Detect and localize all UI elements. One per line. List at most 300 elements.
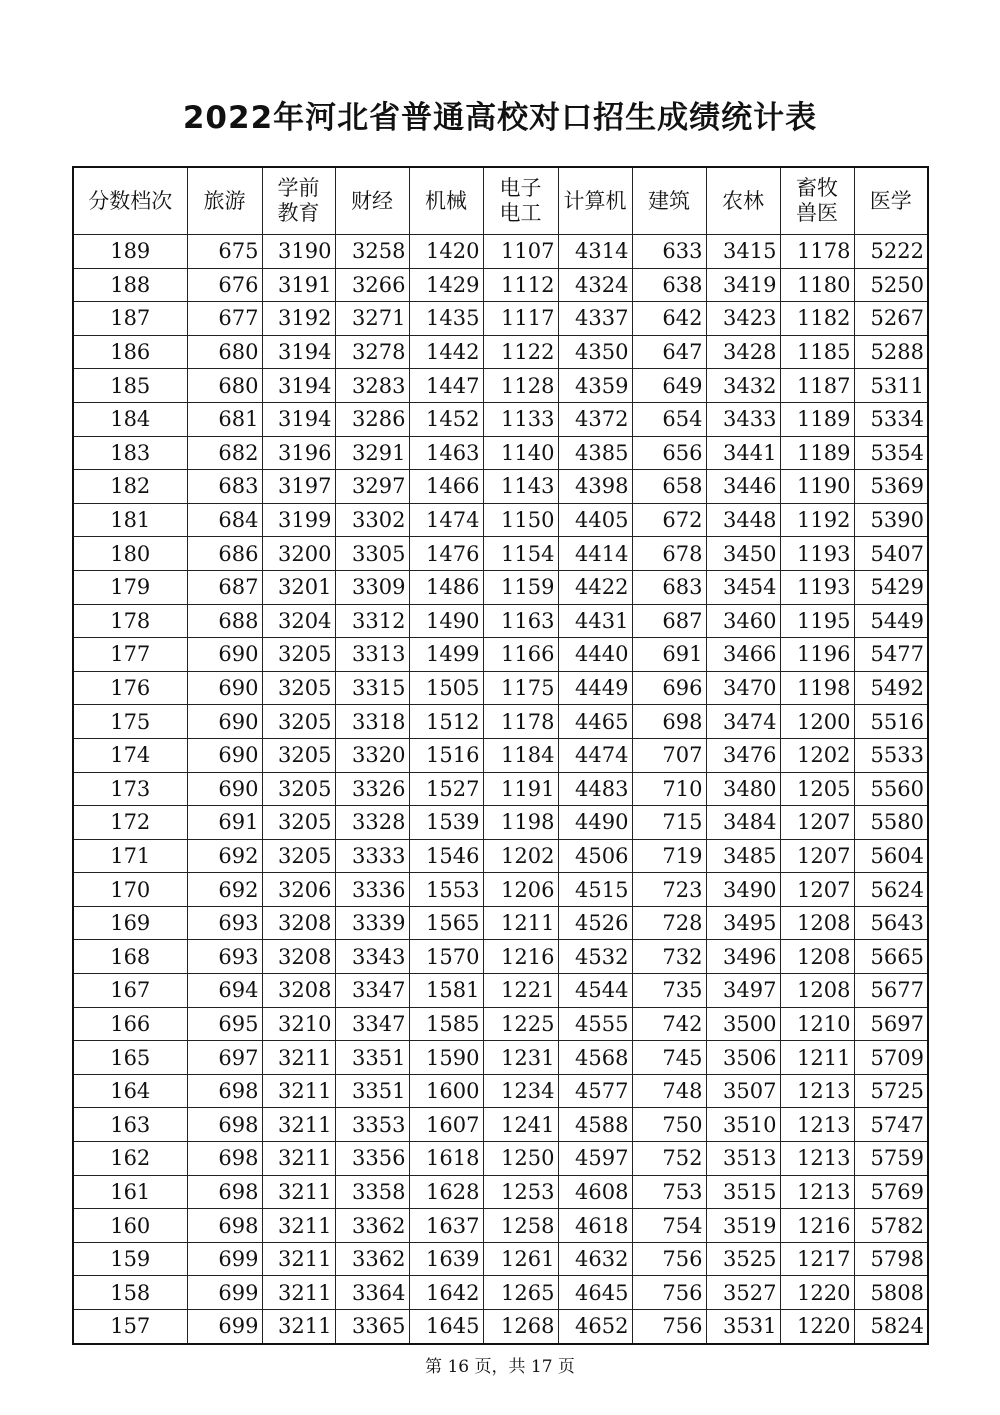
score-level-cell: 170 xyxy=(73,873,187,907)
count-cell: 694 xyxy=(187,974,262,1008)
count-cell: 3194 xyxy=(262,369,335,403)
count-cell: 1512 xyxy=(409,705,483,739)
count-cell: 4372 xyxy=(558,402,632,436)
count-cell: 4350 xyxy=(558,335,632,369)
count-cell: 4618 xyxy=(558,1209,632,1243)
page-title: 2022年河北省普通高校对口招生成绩统计表 xyxy=(182,100,818,136)
count-cell: 680 xyxy=(187,335,262,369)
count-cell: 1429 xyxy=(409,268,483,302)
count-cell: 3328 xyxy=(335,806,409,840)
count-cell: 3343 xyxy=(335,940,409,974)
count-cell: 3446 xyxy=(706,470,780,504)
column-header: 旅游 xyxy=(187,167,262,235)
count-cell: 699 xyxy=(187,1242,262,1276)
table-row xyxy=(73,738,928,772)
table-row xyxy=(73,268,928,302)
count-cell: 3211 xyxy=(262,1142,335,1176)
count-cell: 1442 xyxy=(409,335,483,369)
count-cell: 707 xyxy=(632,738,706,772)
count-cell: 3450 xyxy=(706,537,780,571)
count-cell: 695 xyxy=(187,1007,262,1041)
count-cell: 698 xyxy=(632,705,706,739)
count-cell: 1490 xyxy=(409,604,483,638)
count-cell: 697 xyxy=(187,1041,262,1075)
count-cell: 3415 xyxy=(706,235,780,269)
count-cell: 1182 xyxy=(780,302,854,336)
count-cell: 3353 xyxy=(335,1108,409,1142)
count-cell: 4431 xyxy=(558,604,632,638)
count-cell: 3336 xyxy=(335,873,409,907)
count-cell: 1618 xyxy=(409,1142,483,1176)
count-cell: 3266 xyxy=(335,268,409,302)
count-cell: 1210 xyxy=(780,1007,854,1041)
count-cell: 1175 xyxy=(483,671,558,705)
score-level-cell: 171 xyxy=(73,839,187,873)
count-cell: 3211 xyxy=(262,1175,335,1209)
count-cell: 3320 xyxy=(335,738,409,772)
count-cell: 3525 xyxy=(706,1242,780,1276)
count-cell: 680 xyxy=(187,369,262,403)
score-level-cell: 186 xyxy=(73,335,187,369)
count-cell: 5665 xyxy=(854,940,928,974)
count-cell: 1205 xyxy=(780,772,854,806)
table-row xyxy=(73,1209,928,1243)
count-cell: 3297 xyxy=(335,470,409,504)
count-cell: 3362 xyxy=(335,1209,409,1243)
count-cell: 5624 xyxy=(854,873,928,907)
count-cell: 5798 xyxy=(854,1242,928,1276)
count-cell: 3302 xyxy=(335,503,409,537)
score-level-cell: 162 xyxy=(73,1142,187,1176)
count-cell: 699 xyxy=(187,1276,262,1310)
count-cell: 3513 xyxy=(706,1142,780,1176)
count-cell: 3460 xyxy=(706,604,780,638)
score-level-cell: 185 xyxy=(73,369,187,403)
score-level-cell: 175 xyxy=(73,705,187,739)
count-cell: 5604 xyxy=(854,839,928,873)
count-cell: 1217 xyxy=(780,1242,854,1276)
count-cell: 1452 xyxy=(409,402,483,436)
table-row xyxy=(73,1108,928,1142)
count-cell: 1192 xyxy=(780,503,854,537)
count-cell: 1128 xyxy=(483,369,558,403)
table-row xyxy=(73,436,928,470)
count-cell: 5677 xyxy=(854,974,928,1008)
count-cell: 686 xyxy=(187,537,262,571)
count-cell: 1231 xyxy=(483,1041,558,1075)
count-cell: 5533 xyxy=(854,738,928,772)
count-cell: 756 xyxy=(632,1276,706,1310)
count-cell: 4608 xyxy=(558,1175,632,1209)
count-cell: 3205 xyxy=(262,705,335,739)
count-cell: 649 xyxy=(632,369,706,403)
count-cell: 1216 xyxy=(780,1209,854,1243)
count-cell: 4526 xyxy=(558,906,632,940)
column-header: 建筑 xyxy=(632,167,706,235)
count-cell: 5709 xyxy=(854,1041,928,1075)
count-cell: 1213 xyxy=(780,1175,854,1209)
count-cell: 3208 xyxy=(262,974,335,1008)
table-row xyxy=(73,402,928,436)
count-cell: 1590 xyxy=(409,1041,483,1075)
count-cell: 3515 xyxy=(706,1175,780,1209)
count-cell: 4544 xyxy=(558,974,632,1008)
count-cell: 3507 xyxy=(706,1074,780,1108)
count-cell: 1265 xyxy=(483,1276,558,1310)
count-cell: 732 xyxy=(632,940,706,974)
table-row xyxy=(73,470,928,504)
count-cell: 1213 xyxy=(780,1108,854,1142)
count-cell: 3194 xyxy=(262,335,335,369)
count-cell: 3531 xyxy=(706,1310,780,1344)
count-cell: 1187 xyxy=(780,369,854,403)
column-header: 学前 教育 xyxy=(262,167,335,235)
count-cell: 5449 xyxy=(854,604,928,638)
page-footer: 第 16 页，共 17 页 xyxy=(425,1357,575,1377)
count-cell: 656 xyxy=(632,436,706,470)
count-cell: 1628 xyxy=(409,1175,483,1209)
score-level-cell: 165 xyxy=(73,1041,187,1075)
count-cell: 3205 xyxy=(262,638,335,672)
count-cell: 4555 xyxy=(558,1007,632,1041)
count-cell: 3484 xyxy=(706,806,780,840)
count-cell: 750 xyxy=(632,1108,706,1142)
count-cell: 688 xyxy=(187,604,262,638)
count-cell: 5390 xyxy=(854,503,928,537)
count-cell: 4337 xyxy=(558,302,632,336)
count-cell: 1133 xyxy=(483,402,558,436)
count-cell: 690 xyxy=(187,705,262,739)
count-cell: 1208 xyxy=(780,974,854,1008)
count-cell: 1198 xyxy=(483,806,558,840)
score-level-cell: 182 xyxy=(73,470,187,504)
count-cell: 748 xyxy=(632,1074,706,1108)
count-cell: 1207 xyxy=(780,873,854,907)
count-cell: 4632 xyxy=(558,1242,632,1276)
count-cell: 1216 xyxy=(483,940,558,974)
count-cell: 1112 xyxy=(483,268,558,302)
count-cell: 5725 xyxy=(854,1074,928,1108)
count-cell: 3309 xyxy=(335,570,409,604)
count-cell: 3210 xyxy=(262,1007,335,1041)
score-level-cell: 172 xyxy=(73,806,187,840)
count-cell: 691 xyxy=(187,806,262,840)
count-cell: 1527 xyxy=(409,772,483,806)
count-cell: 1639 xyxy=(409,1242,483,1276)
table-row xyxy=(73,873,928,907)
count-cell: 3318 xyxy=(335,705,409,739)
count-cell: 3205 xyxy=(262,839,335,873)
count-cell: 5492 xyxy=(854,671,928,705)
score-level-cell: 161 xyxy=(73,1175,187,1209)
column-header: 机械 xyxy=(409,167,483,235)
count-cell: 4577 xyxy=(558,1074,632,1108)
table-row xyxy=(73,1175,928,1209)
count-cell: 1185 xyxy=(780,335,854,369)
count-cell: 719 xyxy=(632,839,706,873)
count-cell: 1166 xyxy=(483,638,558,672)
count-cell: 723 xyxy=(632,873,706,907)
count-cell: 1565 xyxy=(409,906,483,940)
count-cell: 4359 xyxy=(558,369,632,403)
table-row xyxy=(73,839,928,873)
count-cell: 1154 xyxy=(483,537,558,571)
table-row xyxy=(73,638,928,672)
count-cell: 3347 xyxy=(335,1007,409,1041)
table-row xyxy=(73,537,928,571)
count-cell: 3312 xyxy=(335,604,409,638)
score-level-cell: 166 xyxy=(73,1007,187,1041)
count-cell: 3208 xyxy=(262,906,335,940)
count-cell: 3211 xyxy=(262,1242,335,1276)
count-cell: 1107 xyxy=(483,235,558,269)
count-cell: 1585 xyxy=(409,1007,483,1041)
count-cell: 3364 xyxy=(335,1276,409,1310)
count-cell: 754 xyxy=(632,1209,706,1243)
count-cell: 681 xyxy=(187,402,262,436)
count-cell: 1234 xyxy=(483,1074,558,1108)
count-cell: 3286 xyxy=(335,402,409,436)
count-cell: 3199 xyxy=(262,503,335,537)
count-cell: 1202 xyxy=(780,738,854,772)
count-cell: 5477 xyxy=(854,638,928,672)
count-cell: 693 xyxy=(187,940,262,974)
count-cell: 3476 xyxy=(706,738,780,772)
count-cell: 1211 xyxy=(780,1041,854,1075)
count-cell: 676 xyxy=(187,268,262,302)
count-cell: 1207 xyxy=(780,806,854,840)
count-cell: 5643 xyxy=(854,906,928,940)
count-cell: 5429 xyxy=(854,570,928,604)
count-cell: 1163 xyxy=(483,604,558,638)
count-cell: 745 xyxy=(632,1041,706,1075)
column-header: 农林 xyxy=(706,167,780,235)
count-cell: 3485 xyxy=(706,839,780,873)
count-cell: 1570 xyxy=(409,940,483,974)
count-cell: 4324 xyxy=(558,268,632,302)
count-cell: 3204 xyxy=(262,604,335,638)
count-cell: 633 xyxy=(632,235,706,269)
count-cell: 4506 xyxy=(558,839,632,873)
count-cell: 3205 xyxy=(262,772,335,806)
count-cell: 3291 xyxy=(335,436,409,470)
score-level-cell: 180 xyxy=(73,537,187,571)
count-cell: 698 xyxy=(187,1142,262,1176)
count-cell: 3196 xyxy=(262,436,335,470)
count-cell: 753 xyxy=(632,1175,706,1209)
count-cell: 1140 xyxy=(483,436,558,470)
count-cell: 1143 xyxy=(483,470,558,504)
table-row xyxy=(73,335,928,369)
count-cell: 1189 xyxy=(780,402,854,436)
count-cell: 3519 xyxy=(706,1209,780,1243)
count-cell: 1253 xyxy=(483,1175,558,1209)
count-cell: 3441 xyxy=(706,436,780,470)
count-cell: 5824 xyxy=(854,1310,928,1344)
column-header: 财经 xyxy=(335,167,409,235)
count-cell: 682 xyxy=(187,436,262,470)
count-cell: 4645 xyxy=(558,1276,632,1310)
count-cell: 5354 xyxy=(854,436,928,470)
count-cell: 1117 xyxy=(483,302,558,336)
count-cell: 1150 xyxy=(483,503,558,537)
count-cell: 1207 xyxy=(780,839,854,873)
count-cell: 1474 xyxy=(409,503,483,537)
count-cell: 1435 xyxy=(409,302,483,336)
count-cell: 3496 xyxy=(706,940,780,974)
count-cell: 3351 xyxy=(335,1074,409,1108)
table-row xyxy=(73,1041,928,1075)
table-body xyxy=(73,235,928,1344)
table-row xyxy=(73,1007,928,1041)
count-cell: 4414 xyxy=(558,537,632,571)
count-cell: 696 xyxy=(632,671,706,705)
count-cell: 1221 xyxy=(483,974,558,1008)
count-cell: 4314 xyxy=(558,235,632,269)
count-cell: 1208 xyxy=(780,906,854,940)
score-level-cell: 174 xyxy=(73,738,187,772)
count-cell: 1581 xyxy=(409,974,483,1008)
count-cell: 683 xyxy=(632,570,706,604)
count-cell: 3271 xyxy=(335,302,409,336)
count-cell: 690 xyxy=(187,738,262,772)
score-level-cell: 176 xyxy=(73,671,187,705)
count-cell: 3527 xyxy=(706,1276,780,1310)
count-cell: 3495 xyxy=(706,906,780,940)
count-cell: 698 xyxy=(187,1108,262,1142)
count-cell: 687 xyxy=(632,604,706,638)
score-level-cell: 177 xyxy=(73,638,187,672)
count-cell: 1505 xyxy=(409,671,483,705)
score-level-cell: 173 xyxy=(73,772,187,806)
count-cell: 1198 xyxy=(780,671,854,705)
score-level-cell: 169 xyxy=(73,906,187,940)
count-cell: 1206 xyxy=(483,873,558,907)
count-cell: 3208 xyxy=(262,940,335,974)
count-cell: 647 xyxy=(632,335,706,369)
count-cell: 1466 xyxy=(409,470,483,504)
count-cell: 3305 xyxy=(335,537,409,571)
count-cell: 3497 xyxy=(706,974,780,1008)
count-cell: 677 xyxy=(187,302,262,336)
table-row xyxy=(73,974,928,1008)
count-cell: 1122 xyxy=(483,335,558,369)
count-cell: 735 xyxy=(632,974,706,1008)
table-row xyxy=(73,503,928,537)
count-cell: 5782 xyxy=(854,1209,928,1243)
count-cell: 692 xyxy=(187,873,262,907)
count-cell: 1190 xyxy=(780,470,854,504)
count-cell: 1225 xyxy=(483,1007,558,1041)
table-row xyxy=(73,906,928,940)
table-row xyxy=(73,302,928,336)
count-cell: 3326 xyxy=(335,772,409,806)
table-header-row xyxy=(73,167,928,235)
score-table xyxy=(72,166,929,1345)
count-cell: 1476 xyxy=(409,537,483,571)
count-cell: 3358 xyxy=(335,1175,409,1209)
count-cell: 1539 xyxy=(409,806,483,840)
table-row xyxy=(73,806,928,840)
count-cell: 4568 xyxy=(558,1041,632,1075)
count-cell: 5407 xyxy=(854,537,928,571)
count-cell: 4422 xyxy=(558,570,632,604)
count-cell: 1195 xyxy=(780,604,854,638)
count-cell: 4490 xyxy=(558,806,632,840)
count-cell: 4449 xyxy=(558,671,632,705)
count-cell: 691 xyxy=(632,638,706,672)
count-cell: 3211 xyxy=(262,1074,335,1108)
count-cell: 5697 xyxy=(854,1007,928,1041)
count-cell: 728 xyxy=(632,906,706,940)
count-cell: 1189 xyxy=(780,436,854,470)
count-cell: 638 xyxy=(632,268,706,302)
count-cell: 3283 xyxy=(335,369,409,403)
count-cell: 1178 xyxy=(780,235,854,269)
count-cell: 1193 xyxy=(780,537,854,571)
count-cell: 1180 xyxy=(780,268,854,302)
count-cell: 3211 xyxy=(262,1041,335,1075)
count-cell: 5334 xyxy=(854,402,928,436)
count-cell: 678 xyxy=(632,537,706,571)
score-level-cell: 157 xyxy=(73,1310,187,1344)
score-level-cell: 158 xyxy=(73,1276,187,1310)
count-cell: 3194 xyxy=(262,402,335,436)
count-cell: 4532 xyxy=(558,940,632,974)
count-cell: 5369 xyxy=(854,470,928,504)
count-cell: 1516 xyxy=(409,738,483,772)
count-cell: 3211 xyxy=(262,1310,335,1344)
table-row xyxy=(73,1074,928,1108)
count-cell: 658 xyxy=(632,470,706,504)
count-cell: 3347 xyxy=(335,974,409,1008)
count-cell: 3454 xyxy=(706,570,780,604)
count-cell: 3470 xyxy=(706,671,780,705)
count-cell: 3200 xyxy=(262,537,335,571)
count-cell: 3315 xyxy=(335,671,409,705)
count-cell: 698 xyxy=(187,1209,262,1243)
count-cell: 3313 xyxy=(335,638,409,672)
count-cell: 1202 xyxy=(483,839,558,873)
count-cell: 1645 xyxy=(409,1310,483,1344)
count-cell: 3191 xyxy=(262,268,335,302)
count-cell: 690 xyxy=(187,671,262,705)
count-cell: 1178 xyxy=(483,705,558,739)
count-cell: 3351 xyxy=(335,1041,409,1075)
count-cell: 1208 xyxy=(780,940,854,974)
count-cell: 5759 xyxy=(854,1142,928,1176)
count-cell: 756 xyxy=(632,1242,706,1276)
count-cell: 3211 xyxy=(262,1276,335,1310)
count-cell: 1637 xyxy=(409,1209,483,1243)
count-cell: 3480 xyxy=(706,772,780,806)
count-cell: 3500 xyxy=(706,1007,780,1041)
count-cell: 5288 xyxy=(854,335,928,369)
count-cell: 3466 xyxy=(706,638,780,672)
table-row xyxy=(73,1142,928,1176)
count-cell: 3419 xyxy=(706,268,780,302)
score-level-cell: 179 xyxy=(73,570,187,604)
count-cell: 5267 xyxy=(854,302,928,336)
score-level-cell: 184 xyxy=(73,402,187,436)
score-level-cell: 160 xyxy=(73,1209,187,1243)
count-cell: 3448 xyxy=(706,503,780,537)
count-cell: 3490 xyxy=(706,873,780,907)
count-cell: 4385 xyxy=(558,436,632,470)
score-level-cell: 168 xyxy=(73,940,187,974)
count-cell: 3190 xyxy=(262,235,335,269)
table-row xyxy=(73,1242,928,1276)
